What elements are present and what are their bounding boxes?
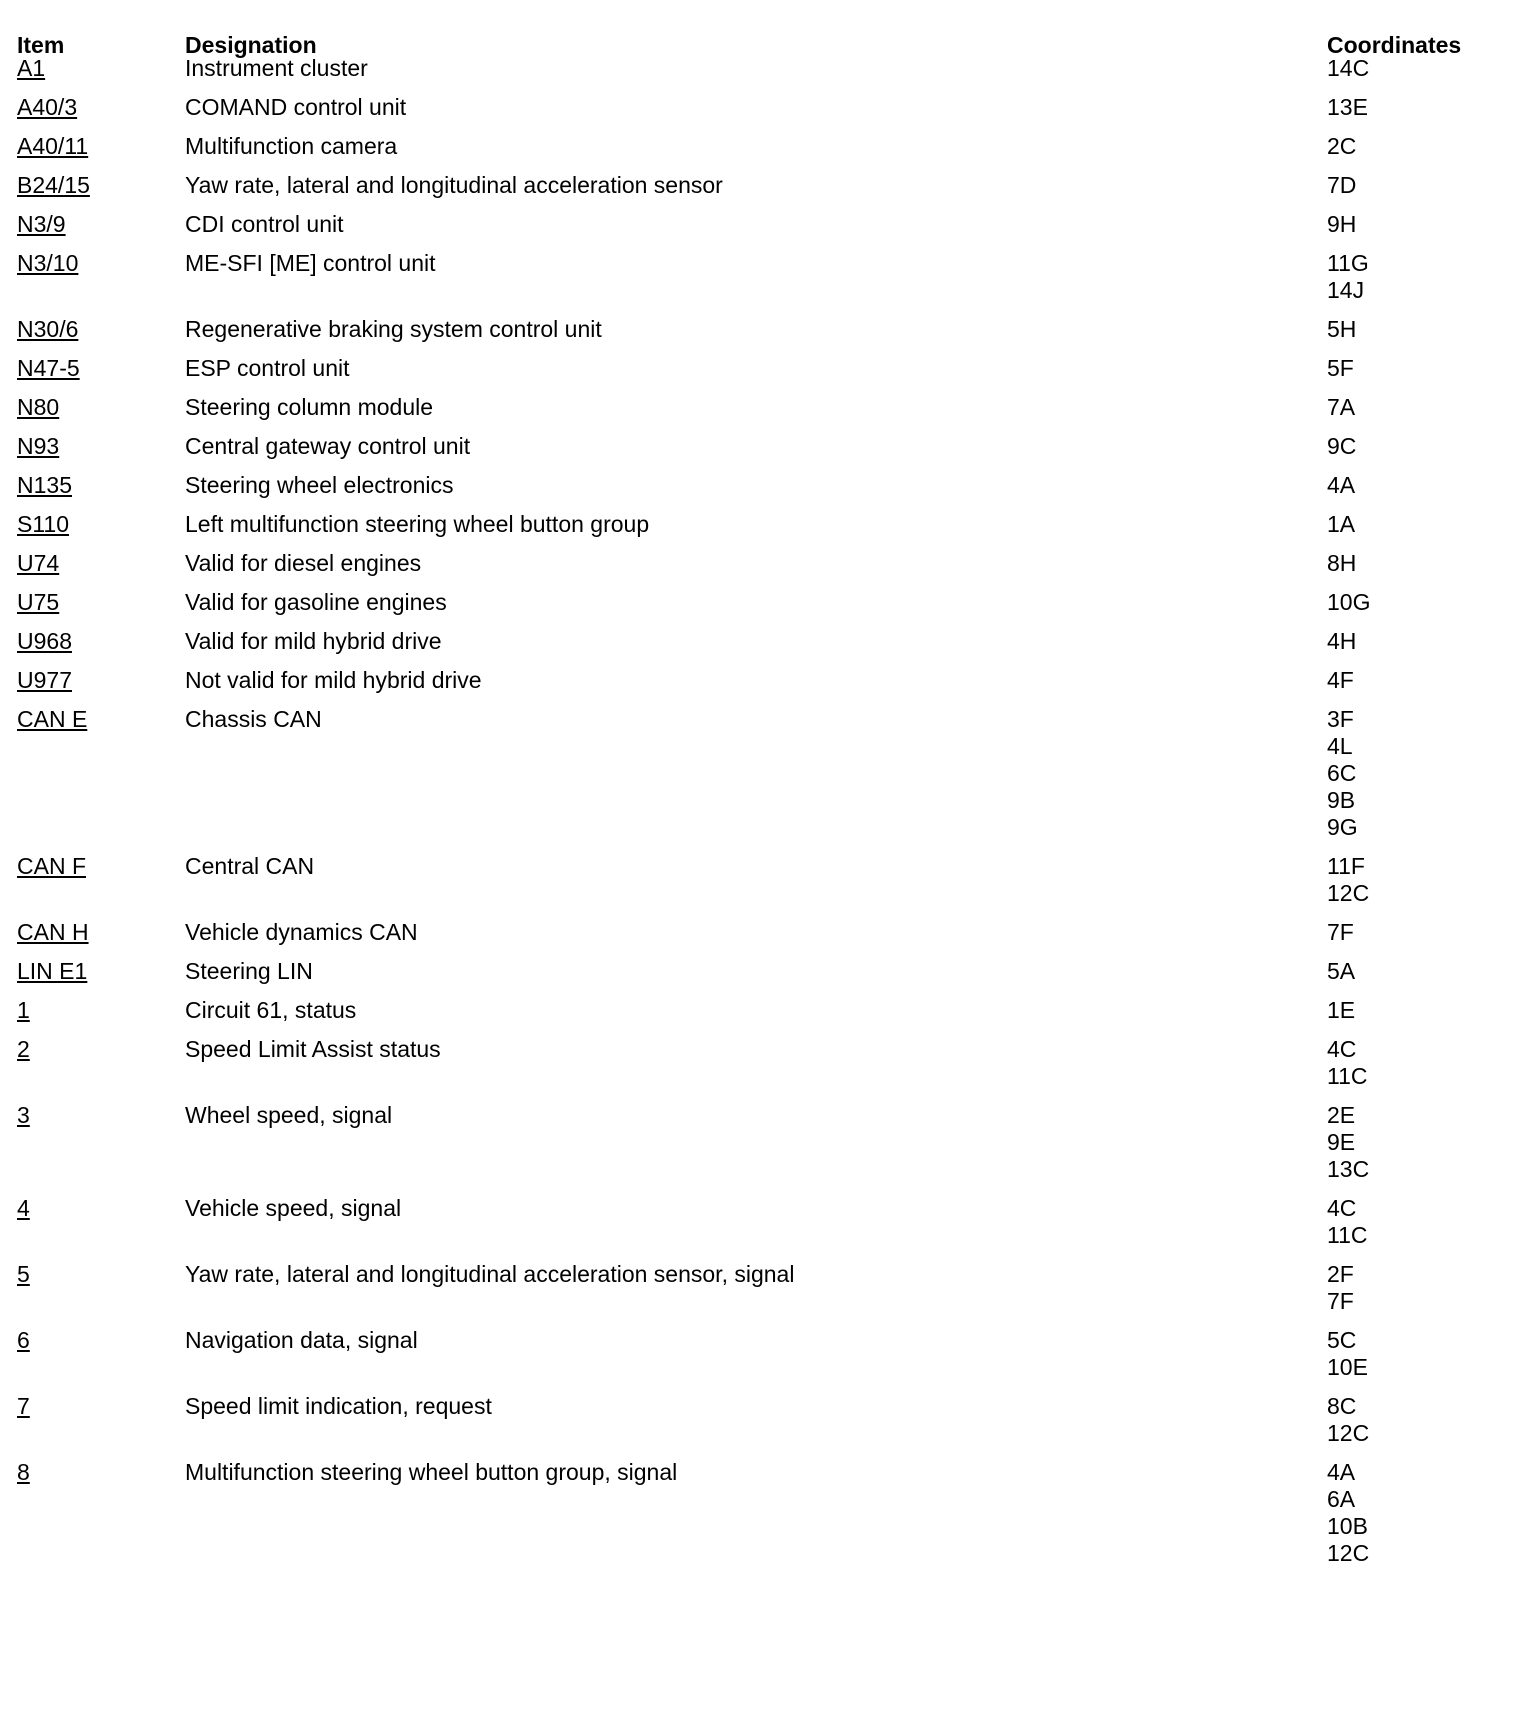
coordinates-cell [1327,1393,1507,1447]
coordinates-cell [1327,628,1507,655]
coordinate-value: 9B [1327,787,1356,813]
coordinate-value: 3F [1327,706,1354,732]
table-row [17,396,1507,421]
item-cell [17,1197,185,1220]
coordinates-cell [1327,1327,1507,1381]
coordinates-cell [1327,1195,1507,1249]
designation-cell: Valid for diesel engines [185,550,422,576]
table-row [17,1197,1507,1249]
coordinate-value: 8H [1327,550,1357,576]
table-row [17,1461,1507,1567]
table-row [17,252,1507,304]
coordinates-cell [1327,1102,1507,1183]
coordinates-cell [1327,853,1507,907]
coordinate-value: 12C [1327,1540,1370,1566]
coordinate-value: 11C [1327,1063,1368,1089]
item-cell [17,1395,185,1418]
item-link[interactable]: 3 [17,1102,30,1128]
item-cell [17,513,185,536]
item-link[interactable]: A40/3 [17,94,78,120]
designation-cell: ESP control unit [185,355,350,381]
table-row [17,1263,1507,1315]
designation-cell: Not valid for mild hybrid drive [185,667,482,693]
coordinates-cell [1327,589,1507,616]
item-link[interactable]: 6 [17,1327,30,1353]
coordinate-value: 4F [1327,667,1354,693]
table-row [17,318,1507,343]
designation-cell: Chassis CAN [185,706,322,732]
designation-header: Designation [185,32,317,58]
coordinate-value: 12C [1327,1420,1370,1446]
table-row [17,669,1507,694]
coordinate-value: 6A [1327,1486,1356,1512]
item-cell [17,552,185,575]
coordinates-cell [1327,355,1507,382]
table-row [17,591,1507,616]
coordinate-value: 11F [1327,853,1365,879]
item-link[interactable]: 1 [17,997,30,1023]
coordinate-value: 4A [1327,1459,1356,1485]
coordinate-value: 8C [1327,1393,1357,1419]
table-row [17,357,1507,382]
header-row [17,34,1507,57]
coordinate-value: 1E [1327,997,1356,1023]
designation-cell: Left multifunction steering wheel button group [185,511,650,537]
item-link[interactable]: CAN E [17,706,88,732]
item-link[interactable]: N47-5 [17,355,80,381]
table-row [17,552,1507,577]
item-cell [17,213,185,236]
item-cell [17,1263,185,1286]
table-row [17,855,1507,907]
legend-table [17,34,1507,1567]
designation-cell: Multifunction steering wheel button group, signal [185,1459,678,1485]
designation-cell: Central CAN [185,853,315,879]
coordinate-value: 14J [1327,277,1365,303]
item-cell [17,960,185,983]
item-link[interactable]: S110 [17,511,70,537]
designation-cell: Valid for mild hybrid drive [185,628,442,654]
coordinate-value: 5A [1327,958,1356,984]
item-cell [17,1038,185,1061]
coordinates-cell [1327,55,1507,82]
coordinate-value: 5H [1327,316,1357,342]
designation-cell: Steering wheel electronics [185,472,454,498]
coordinate-value: 5F [1327,355,1354,381]
coordinates-cell [1327,1459,1507,1567]
coordinate-value: 2F [1327,1261,1354,1287]
item-link[interactable]: 4 [17,1195,30,1221]
item-link[interactable]: A40/11 [17,133,89,159]
item-cell [17,174,185,197]
item-link[interactable]: B24/15 [17,172,90,198]
item-cell [17,135,185,158]
coordinate-value: 9C [1327,433,1357,459]
designation-cell: ME-SFI [ME] control unit [185,250,436,276]
item-cell [17,921,185,944]
item-cell [17,708,185,731]
coordinate-value: 9H [1327,211,1357,237]
table-row [17,708,1507,841]
item-cell [17,57,185,80]
item-link[interactable]: CAN H [17,919,89,945]
item-link[interactable]: 8 [17,1459,30,1485]
coordinates-cell [1327,250,1507,304]
coordinate-value: 4A [1327,472,1356,498]
coordinate-value: 2E [1327,1102,1356,1128]
designation-cell: COMAND control unit [185,94,407,120]
designation-cell: Central gateway control unit [185,433,471,459]
coordinates-cell [1327,997,1507,1024]
item-cell [17,357,185,380]
item-cell [17,1329,185,1352]
item-link[interactable]: LIN E1 [17,958,88,984]
designation-cell: Yaw rate, lateral and longitudinal acceleration sensor [185,172,723,198]
designation-cell: Vehicle speed, signal [185,1195,402,1221]
item-cell [17,318,185,341]
table-row [17,96,1507,121]
table-row [17,174,1507,199]
item-cell [17,474,185,497]
coordinate-value: 5C [1327,1327,1357,1353]
item-cell [17,96,185,119]
item-link[interactable]: N30/6 [17,316,79,342]
coordinate-value: 1A [1327,511,1356,537]
table-row [17,474,1507,499]
coordinates-cell [1327,394,1507,421]
item-cell [17,855,185,878]
table-row [17,999,1507,1024]
designation-cell: Yaw rate, lateral and longitudinal acceleration sensor, signal [185,1261,795,1287]
coordinate-value: 2C [1327,133,1357,159]
coordinates-cell [1327,1261,1507,1315]
coordinate-value: 7F [1327,1288,1354,1314]
coordinate-value: 4H [1327,628,1357,654]
coordinates-cell [1327,472,1507,499]
designation-cell: Speed Limit Assist status [185,1036,441,1062]
designation-cell: Steering column module [185,394,434,420]
coordinates-cell [1327,511,1507,538]
item-link[interactable]: CAN F [17,853,86,879]
table-row [17,213,1507,238]
item-link[interactable]: 7 [17,1393,30,1419]
item-link[interactable]: N3/10 [17,250,79,276]
item-link[interactable]: U74 [17,550,60,576]
item-link[interactable]: A1 [17,55,46,81]
coordinate-value: 4C [1327,1036,1357,1062]
coordinates-cell [1327,94,1507,121]
designation-cell: Steering LIN [185,958,313,984]
coordinate-value: 6C [1327,760,1357,786]
coordinate-value: 10G [1327,589,1371,615]
coordinate-value: 7A [1327,394,1356,420]
item-cell [17,669,185,692]
table-row [17,1329,1507,1381]
coordinate-value: 4L [1327,733,1353,759]
item-link[interactable]: 2 [17,1036,30,1062]
coordinate-value: 10B [1327,1513,1368,1539]
coordinate-value: 11G [1327,250,1369,276]
item-link[interactable]: N135 [17,472,72,498]
designation-cell: CDI control unit [185,211,344,237]
item-cell [17,1104,185,1127]
item-cell [17,1461,185,1484]
item-header: Item [17,32,65,58]
table-row [17,57,1507,82]
coordinates-cell [1327,706,1507,841]
item-link[interactable]: N3/9 [17,211,66,237]
coordinate-value: 9G [1327,814,1358,840]
table-row [17,1104,1507,1183]
coordinate-value: 13E [1327,94,1368,120]
coordinate-value: 9E [1327,1129,1356,1155]
coordinates-cell [1327,172,1507,199]
item-cell [17,630,185,653]
coordinate-value: 4C [1327,1195,1357,1221]
designation-cell: Circuit 61, status [185,997,357,1023]
coordinate-value: 14C [1327,55,1370,81]
item-link[interactable]: 5 [17,1261,30,1287]
item-cell [17,999,185,1022]
coordinates-cell [1327,958,1507,985]
item-link[interactable]: N80 [17,394,60,420]
coordinate-value: 7D [1327,172,1357,198]
coordinate-value: 11C [1327,1222,1368,1248]
coordinate-value: 13C [1327,1156,1370,1182]
coordinates-cell [1327,919,1507,946]
table-row [17,960,1507,985]
item-cell [17,396,185,419]
table-body [17,57,1507,1567]
table-row [17,435,1507,460]
table-row [17,513,1507,538]
coordinates-cell [1327,316,1507,343]
table-row [17,630,1507,655]
table-row [17,1395,1507,1447]
item-link[interactable]: U977 [17,667,72,693]
coordinates-header: Coordinates [1327,32,1462,58]
table-row [17,135,1507,160]
coordinates-cell [1327,667,1507,694]
designation-cell: Multifunction camera [185,133,398,159]
designation-cell: Wheel speed, signal [185,1102,393,1128]
designation-cell: Regenerative braking system control unit [185,316,602,342]
coordinates-cell [1327,211,1507,238]
coordinate-value: 10E [1327,1354,1368,1380]
designation-cell: Navigation data, signal [185,1327,418,1353]
coordinates-cell [1327,133,1507,160]
item-link[interactable]: U75 [17,589,60,615]
coordinates-cell [1327,433,1507,460]
designation-cell: Instrument cluster [185,55,368,81]
table-row [17,1038,1507,1090]
designation-cell: Valid for gasoline engines [185,589,447,615]
item-link[interactable]: N93 [17,433,60,459]
item-cell [17,591,185,614]
table-row [17,921,1507,946]
coordinates-cell [1327,550,1507,577]
designation-cell: Speed limit indication, request [185,1393,492,1419]
coordinate-value: 7F [1327,919,1354,945]
item-cell [17,435,185,458]
item-cell [17,252,185,275]
coordinates-cell [1327,1036,1507,1090]
coordinate-value: 12C [1327,880,1370,906]
item-link[interactable]: U968 [17,628,72,654]
designation-cell: Vehicle dynamics CAN [185,919,418,945]
